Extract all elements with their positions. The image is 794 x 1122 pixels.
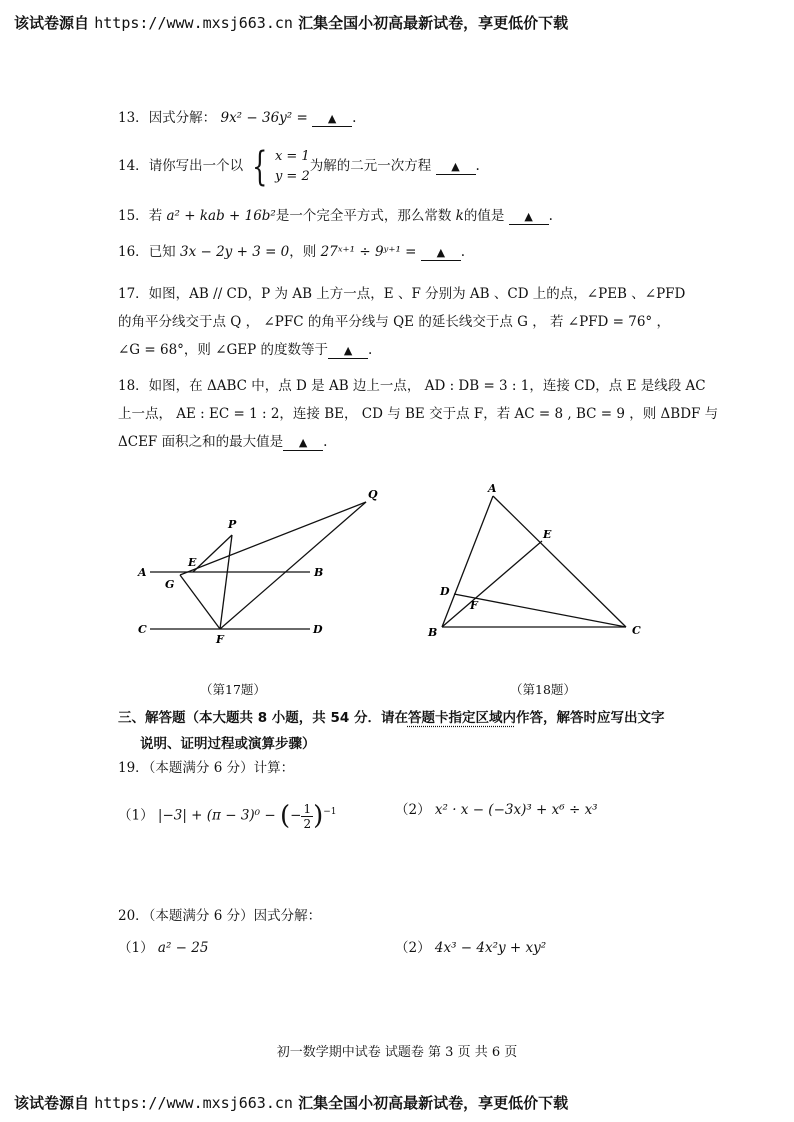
segment-dc: [454, 594, 626, 627]
segment-be: [442, 541, 542, 627]
banner-suffix: 汇集全国小初高最新试卷，享更低价下载: [298, 1094, 569, 1112]
fig18-label: E: [543, 528, 552, 541]
question-18: 18．如图，在 ΔABC 中，点 D 是 AB 边上一点， AD : DB = 3 : 1，连接 CD，点 E 是线段 AC 上一点， AE : EC = 1 : 2，连接 BE， CD 与 BE 交于点 F，若 AC = 8 , BC = 9 ，则 ΔBDF 与 ΔCEF 面积之和的最大值是 ▲ .: [118, 378, 719, 450]
fig17-label: D: [313, 623, 323, 636]
side-ac: [493, 496, 626, 627]
question-15: 15．若 a² + kab + 16b²是一个完全平方式，那么常数 k的值是 ▲ .: [118, 208, 553, 224]
answer-blank: ▲: [421, 246, 461, 261]
fig18-label: D: [440, 585, 450, 598]
question-19-part-1: （1） |−3| + (π − 3)⁰ − (− $\frac{1}{2}$ )$^{-1}$: [118, 801, 337, 831]
source-banner-bottom: [14, 1092, 568, 1113]
question-20-title: 20．（本题满分 6 分）因式分解：: [118, 908, 322, 924]
equation-system: { x = 1 y = 2: [252, 143, 310, 190]
fig17-label: B: [314, 566, 324, 579]
fig17-label: C: [138, 623, 147, 636]
question-16: 16．已知 3x − 2y + 3 = 0，则 27ˣ⁺¹ ÷ 9ʸ⁺¹ = ▲ .: [118, 244, 466, 260]
question-19-title: 19．（本题满分 6 分）计算：: [118, 760, 295, 776]
answer-blank: ▲: [328, 344, 368, 359]
fig17-label: F: [216, 633, 224, 646]
fig18-label: B: [428, 626, 438, 639]
figure-18-caption: （第18题）: [510, 682, 576, 697]
segment-pf: [220, 535, 232, 629]
segment-fq: [220, 502, 366, 629]
banner-url[interactable]: https://www.mxsj663.cn: [94, 14, 293, 32]
question-13: 13．因式分解： 9x² − 36y² = ▲ .: [118, 110, 357, 126]
fig17-label: G: [165, 578, 175, 591]
fig18-label: C: [632, 624, 641, 637]
banner-prefix: 该试卷源自: [14, 14, 90, 32]
left-brace-icon: {: [252, 143, 268, 190]
fraction: $\frac{1}{2}$: [303, 801, 312, 831]
fig17-label: P: [228, 518, 237, 531]
banner-url[interactable]: https://www.mxsj663.cn: [94, 1094, 293, 1112]
question-14: 14．请你写出一个以 { x = 1 y = 2 为解的二元一次方程 ▲ .: [118, 143, 480, 190]
segment-ep: [193, 535, 232, 572]
segment-gf: [180, 575, 220, 629]
figure-17-caption: （第17题）: [200, 682, 266, 697]
question-19-part-2: （2） x² · x − (−3x)³ + x⁶ ÷ x³: [395, 802, 598, 818]
question-20-part-1: （1） a² − 25: [118, 940, 209, 956]
answer-blank: ▲: [312, 112, 352, 127]
question-20-part-2: （2） 4x³ − 4x²y + xy²: [395, 940, 547, 956]
fig18-label: A: [488, 482, 497, 495]
fig17-label: E: [188, 556, 197, 569]
banner-suffix: 汇集全国小初高最新试卷，享更低价下载: [298, 14, 569, 32]
answer-blank: ▲: [436, 160, 476, 175]
banner-prefix: 该试卷源自: [14, 1094, 90, 1112]
fig17-label: Q: [368, 488, 378, 501]
side-ab: [442, 496, 493, 627]
answer-blank: ▲: [283, 436, 323, 451]
page-footer: 初一数学期中试卷 试题卷 第 3 页 共 6 页: [276, 1045, 518, 1060]
q13-expression: 9x² − 36y² =: [220, 110, 308, 126]
segment-gq: [180, 502, 366, 575]
answer-blank: ▲: [509, 210, 549, 225]
section-3-header: 三、解答题（本大题共 8 小题，共 54 分．请在答题卡指定区域内作答，解答时应写出文字: [118, 710, 665, 726]
fig18-label: F: [470, 599, 478, 612]
section-3-header-line2: 说明、证明过程或演算步骤）: [140, 736, 316, 752]
question-17: 17．如图，AB // CD，P 为 AB 上方一点，E 、F 分别为 AB 、CD 上的点，∠PEB 、∠PFD 的角平分线交于点 Q ， ∠PFC 的角平分线与 QE 的延长线交于点 G ， 若 ∠PFD = 76° ， ∠G = 68°，则 ∠GEP 的度数等于 ▲ .: [118, 286, 686, 358]
fig17-label: A: [138, 566, 147, 579]
